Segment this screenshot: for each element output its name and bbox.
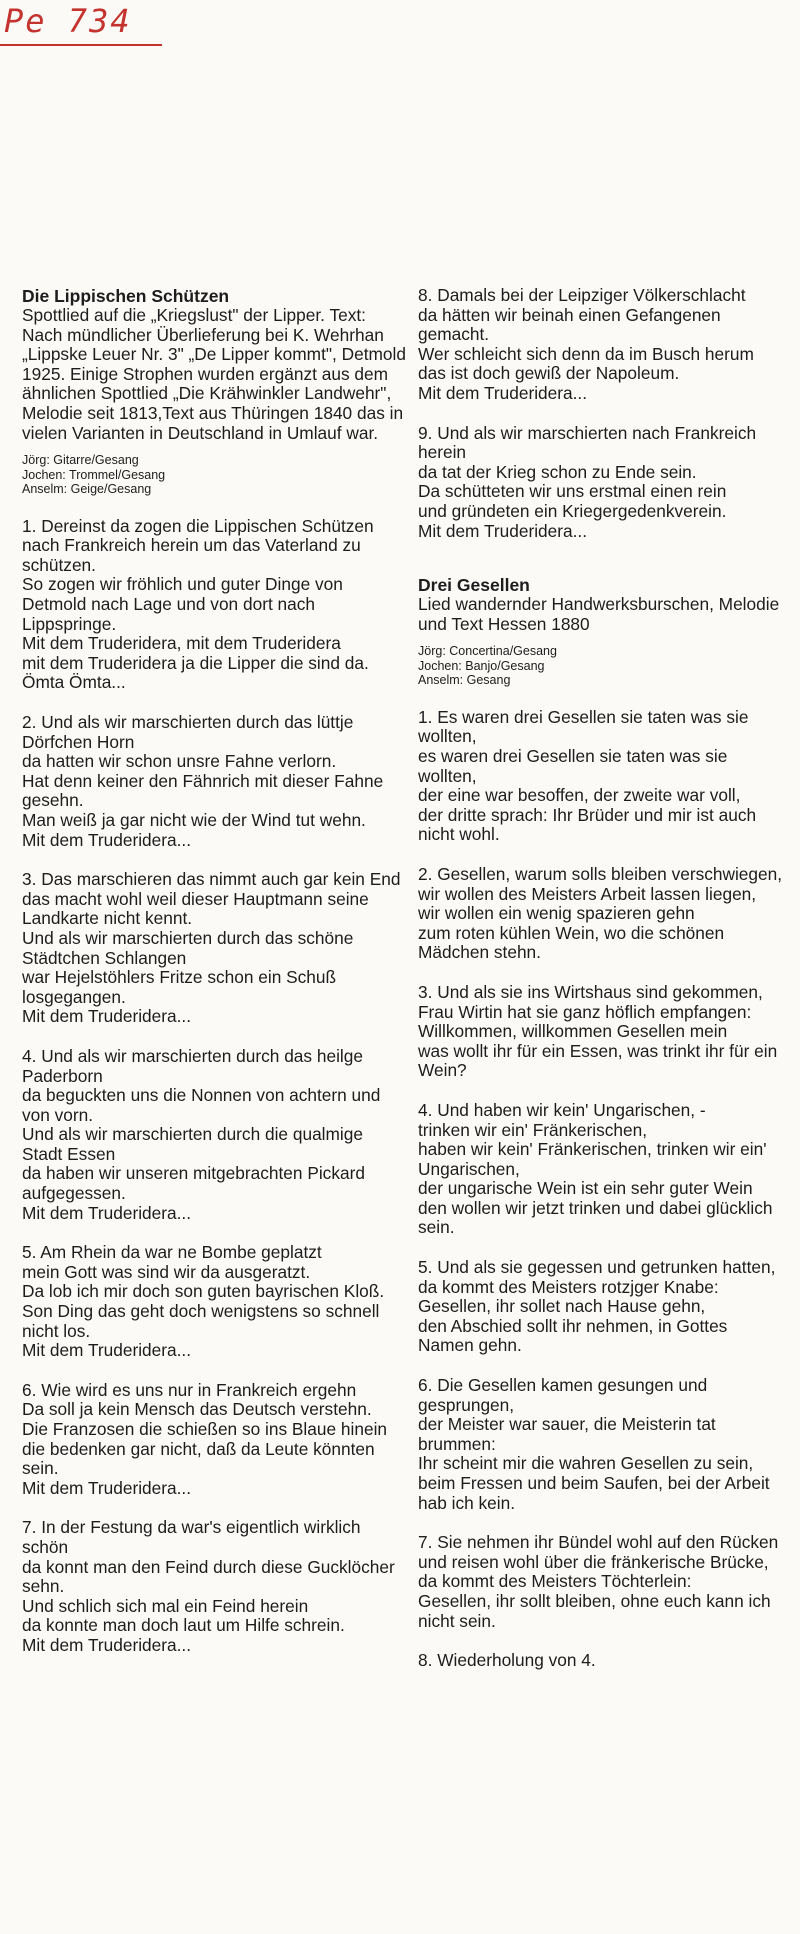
archive-stamp: Pe 734 bbox=[4, 2, 132, 40]
song1-credit: Jochen: Trommel/Gesang bbox=[22, 467, 166, 482]
song2-verse-2: 2. Gesellen, warum solls bleiben verschwiegen, wir wollen des Meisters Arbeit lassen liegen, wir wollen ein wenig spazieren gehn zum roten kühlen Wein, wo die schönen Mädchen stehn. bbox=[418, 863, 783, 963]
song1-verse-5: 5. Am Rhein da war ne Bombe geplatzt mein Gott was sind wir da ausgeratzt. Da lob ich mir doch son guten bayrischen Kloß. Son Ding das geht doch wenigstens so schnell nicht los. Mit dem Truderidera... bbox=[22, 1242, 385, 1361]
song1-verse-1: 1. Dereinst da zogen die Lippischen Schützen nach Frankreich herein um das Vaterland zu schützen. So zogen wir fröhlich und guter Dinge von Detmold nach Lage und von dort nach Lippspringe. Mit dem Truderidera, mit dem Truderidera mit dem Truderidera ja die Lipper die sind da. Ömta Ömta... bbox=[22, 515, 374, 693]
song1-verse-8: 8. Damals bei der Leipziger Völkerschlacht da hätten wir beinah einen Gefangenen gemacht. Wer schleicht sich denn da im Busch herum das ist doch gewiß der Napoleum. Mit dem Truderidera... bbox=[418, 285, 754, 403]
song1-title: Die Lippischen Schützen bbox=[22, 286, 230, 306]
song1-credit: Anselm: Geige/Gesang bbox=[22, 482, 152, 497]
song2-credit: Jörg: Concertina/Gesang bbox=[418, 644, 557, 659]
song2-credit: Anselm: Gesang bbox=[418, 673, 511, 688]
song1-verse-3: 3. Das marschieren das nimmt auch gar kein End das macht wohl weil dieser Hauptmann seine Landkarte nicht kennt. Und als wir marschierten durch das schöne Städtchen Schlangen war Hejelstöhlers Fritze schon ein Schuß losgegangen. Mit dem Truderidera... bbox=[22, 869, 401, 1027]
song2-block bbox=[418, 575, 786, 688]
song2-credit: Jochen: Banjo/Gesang bbox=[418, 658, 545, 673]
song1-verse-6: 6. Wie wird es uns nur in Frankreich ergehn Da soll ja kein Mensch das Deutsch verstehn. Die Franzosen die schießen so ins Blaue hinein die bedenken gar nicht, daß da Leute könnten sein. Mit dem Truderidera... bbox=[22, 1379, 388, 1498]
song1-credit: Jörg: Gitarre/Gesang bbox=[22, 453, 139, 468]
song2-verse-3: 3. Und als sie ins Wirtshaus sind gekommen, Frau Wirtin hat sie ganz höflich empfangen: Willkommen, willkommen Gesellen mein was wollt ihr für ein Essen, was trinkt ihr für ein Wein? bbox=[418, 981, 778, 1081]
song2-verse-8: 8. Wiederholung von 4. bbox=[418, 1650, 596, 1671]
right-column bbox=[418, 286, 786, 1671]
song2-description: Lied wandernder Handwerksburschen, Melodie und Text Hessen 1880 bbox=[418, 594, 780, 634]
song2-verse-4: 4. Und haben wir kein' Ungarischen, - trinken wir ein' Fränkerischen, haben wir kein' Fränkerischen, trinken wir ein' Ungarischen, der ungarische Wein ist ein sehr guter Wein den wollen wir jetzt trinken und dabei glücklich sein. bbox=[418, 1099, 773, 1238]
song1-description: Spottlied auf die „Kriegslust" der Lipper. Text: Nach mündlicher Überlieferung bei K. Wehrhan „Lippske Leuer Nr. 3" „De Lipper kommt", Detmold 1925. Einige Strophen wurden ergänzt aus dem ähnlichen Spottlied „Die Krähwinkler Landwehr", Melodie seit 1813,Text aus Thüringen 1840 das in vielen Varianten in Deutschland in Umlauf war. bbox=[22, 305, 406, 443]
song2-verse-6: 6. Die Gesellen kamen gesungen und gesprungen, der Meister war sauer, die Meisterin tat brummen: Ihr scheint mir die wahren Gesellen zu sein, beim Fressen und beim Saufen, bei der Arbeit hab ich kein. bbox=[418, 1375, 770, 1513]
left-column bbox=[22, 286, 408, 1656]
song1-credits bbox=[22, 453, 408, 497]
song2-credits bbox=[418, 644, 786, 688]
song2-title: Drei Gesellen bbox=[418, 575, 530, 596]
song2-verse-7: 7. Sie nehmen ihr Bündel wohl auf den Rücken und reisen wohl über die fränkerische Brücke, da kommt des Meisters Töchterlein: Gesellen, ihr sollt bleiben, ohne euch kann ich nicht sein. bbox=[418, 1532, 779, 1631]
song1-verse-2: 2. Und als wir marschierten durch das lüttje Dörfchen Horn da hatten wir schon unsre Fahne verlorn. Hat denn keiner den Fähnrich mit dieser Fahne gesehn. Man weiß ja gar nicht wie der Wind tut wehn. Mit dem Truderidera... bbox=[22, 712, 384, 850]
song1-verse-7: 7. In der Festung da war's eigentlich wirklich schön da konnt man den Feind durch diese Gucklöcher sehn. Und schlich sich mal ein Feind herein da konnte man doch laut um Hilfe schrein. Mit dem Truderidera... bbox=[22, 1517, 395, 1655]
song1-verse-4: 4. Und als wir marschierten durch das heilge Paderborn da beguckten uns die Nonnen von achtern und von vorn. Und als wir marschierten durch die qualmige Stadt Essen da haben wir unseren mitgebrachten Pickard aufgegessen. Mit dem Truderidera... bbox=[22, 1045, 381, 1223]
song1-verse-9: 9. Und als wir marschierten nach Frankreich herein da tat der Krieg schon zu Ende sein. Da schütteten wir uns erstmal einen rein und gründeten ein Kriegergedenkverein. Mit dem Truderidera... bbox=[418, 422, 757, 541]
song2-verse-5: 5. Und als sie gegessen und getrunken hatten, da kommt des Meisters rotzjger Knabe: Gesellen, ihr sollet nach Hause gehn, den Abschied sollt ihr nehmen, in Gottes Namen gehn. bbox=[418, 1257, 776, 1356]
stamp-underline bbox=[0, 44, 162, 46]
song2-verse-1: 1. Es waren drei Gesellen sie taten was sie wollten, es waren drei Gesellen sie taten was sie wollten, der eine war besoffen, der zweite war voll, der dritte sprach: Ihr Brüder und mir ist auch nicht wohl. bbox=[418, 706, 757, 845]
